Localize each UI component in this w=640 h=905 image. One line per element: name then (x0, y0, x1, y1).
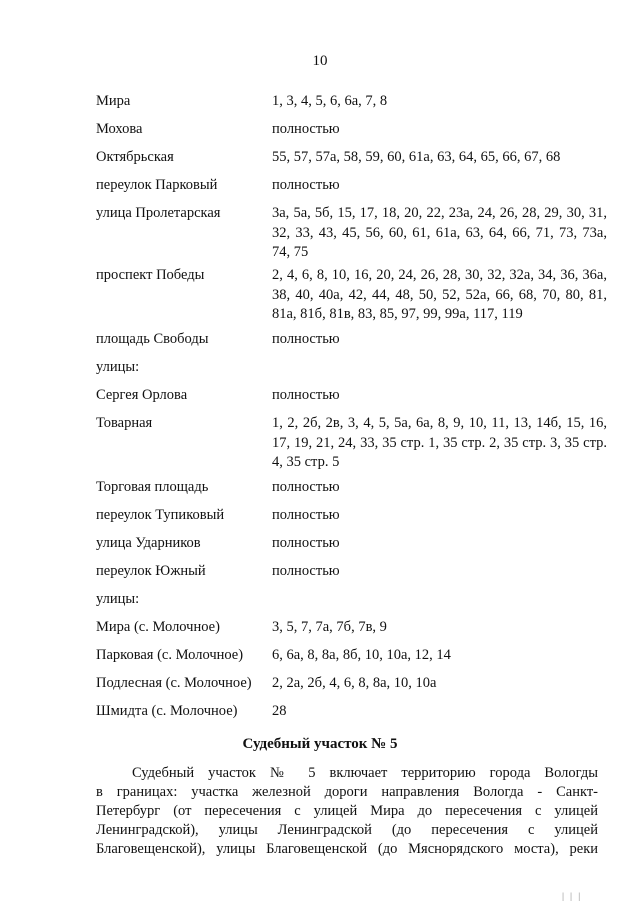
house-numbers: 1, 3, 4, 5, 6, 6а, 7, 8 (272, 93, 388, 109)
street-name: Торговая площадь (96, 479, 209, 495)
house-numbers: 1, 2, 2б, 2в, 3, 4, 5, 5а, 6а, 8, 9, 10, 11, 13, 14б, 15, 16, 17, 19, 21, 24, 33, 35 стр. 1, 35 стр. 2, 35 стр. 3, 35 стр. 4, 35 стр. 5 (272, 415, 607, 470)
street-name: Мира (с. Молочное) (96, 619, 220, 635)
house-numbers: 28 (272, 703, 287, 719)
section-description (96, 764, 598, 859)
house-numbers: 6, 6а, 8, 8а, 8б, 10, 10а, 12, 14 (272, 647, 451, 663)
section-title: Судебный участок № 5 (242, 736, 398, 752)
house-numbers: полностью (272, 331, 340, 347)
street-name: Сергея Орлова (96, 387, 188, 403)
street-name: площадь Свободы (96, 331, 209, 347)
paragraph-line: Ленинградской), улицы Ленинградской (до пересечения с улицей (96, 822, 598, 838)
scan-edge-mark: ​| | | (562, 891, 582, 901)
house-numbers: полностью (272, 507, 340, 523)
house-numbers: полностью (272, 121, 340, 137)
house-numbers: 55, 57, 57а, 58, 59, 60, 61а, 63, 64, 65, 66, 67, 68 (272, 149, 561, 165)
street-name: улица Пролетарская (96, 205, 221, 221)
street-name: Октябрьская (96, 149, 174, 165)
paragraph-line: Судебный участок № 5 включает территорию города Вологды (132, 765, 598, 781)
house-numbers: полностью (272, 177, 340, 193)
paragraph-line: Благовещенской), улицы Благовещенской (до Мяснорядского моста), реки (96, 841, 598, 857)
house-numbers: полностью (272, 479, 340, 495)
street-name: Мохова (96, 121, 143, 137)
page-number: 10 (312, 53, 328, 69)
street-name: Товарная (96, 415, 153, 431)
group-label: улицы: (96, 359, 140, 375)
street-name: переулок Южный (96, 563, 206, 579)
street-name: Подлесная (с. Молочное) (96, 675, 252, 691)
street-name: улица Ударников (96, 535, 201, 551)
house-numbers: 2, 2а, 2б, 4, 6, 8, 8а, 10, 10а (272, 675, 437, 691)
street-name: переулок Парковый (96, 177, 218, 193)
street-name: Парковая (с. Молочное) (96, 647, 244, 663)
street-name: Мира (96, 93, 131, 109)
street-name: переулок Тупиковый (96, 507, 225, 523)
house-numbers: полностью (272, 563, 340, 579)
paragraph-line: Петербург (от пересечения с улицей Мира до пересечения с улицей (96, 803, 598, 819)
house-numbers: 3а, 5а, 5б, 15, 17, 18, 20, 22, 23а, 24, 26, 28, 29, 30, 31, 32, 33, 43, 45, 56, 60, 61, 61а, 63, 64, 66, 71, 73, 73а, 74, 75 (272, 205, 607, 260)
paragraph-line: в границах: участка железной дороги направления Вологда - Санкт- (96, 784, 598, 800)
group-label: улицы: (96, 591, 140, 607)
street-name: проспект Победы (96, 267, 205, 283)
house-numbers: полностью (272, 387, 340, 403)
house-numbers: полностью (272, 535, 340, 551)
house-numbers: 2, 4, 6, 8, 10, 16, 20, 24, 26, 28, 30, 32, 32а, 34, 36, 36а, 38, 40, 40а, 42, 44, 48, 50, 52, 52а, 66, 68, 70, 80, 81, 81а, 81б, 81в, 83, 85, 97, 99, 99а, 117, 119 (272, 267, 607, 322)
house-numbers: 3, 5, 7, 7а, 7б, 7в, 9 (272, 619, 387, 635)
street-name: Шмидта (с. Молочное) (96, 703, 238, 719)
